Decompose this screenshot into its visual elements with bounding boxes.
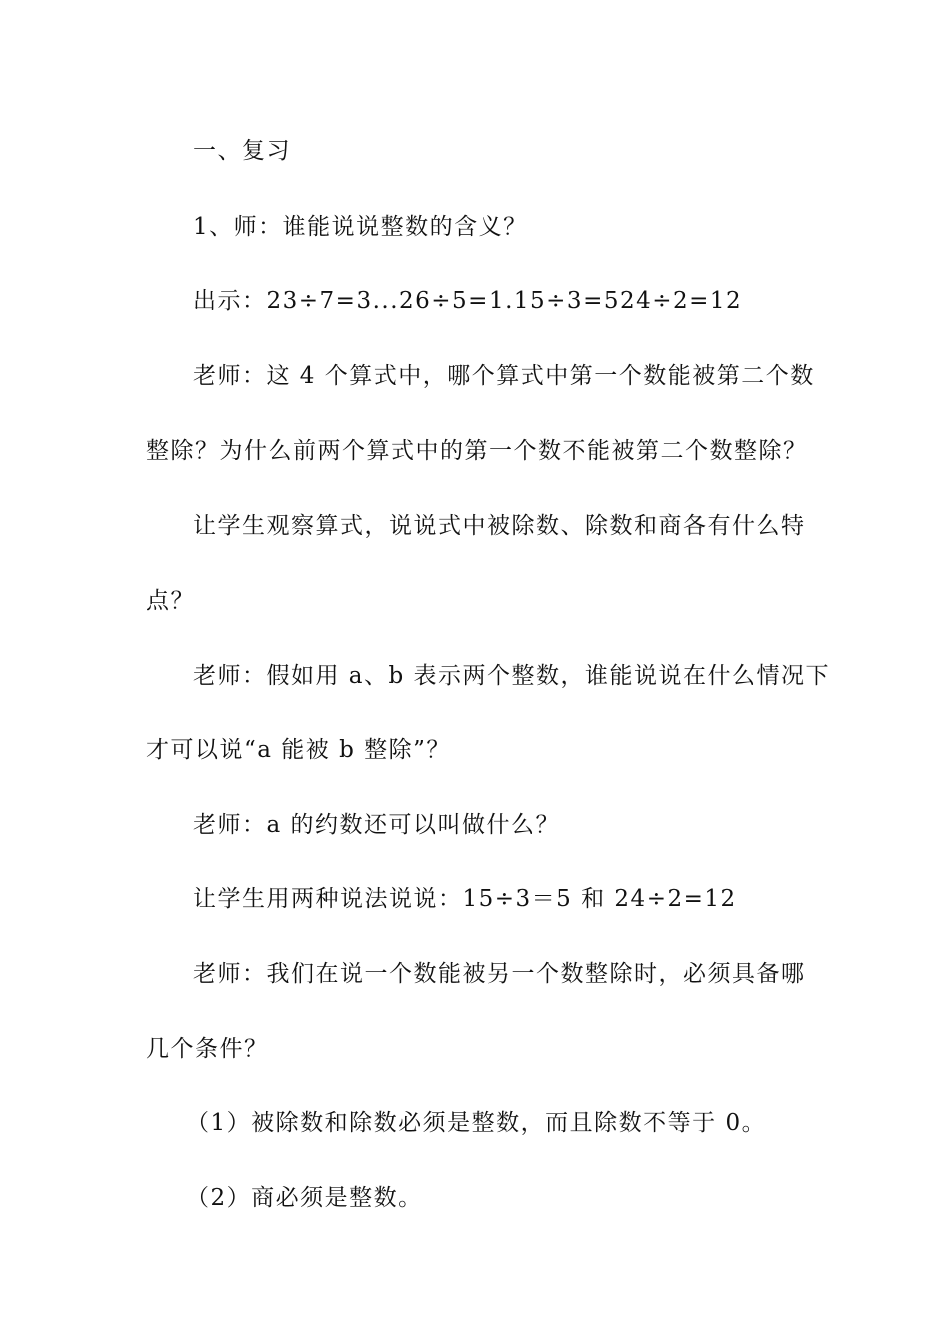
two-ways-prompt: 让学生用两种说法说说：15÷3＝5 和 24÷2=12 — [193, 886, 737, 912]
condition-2: （2）商必须是整数。 — [186, 1185, 423, 1211]
condition-1: （1）被除数和除数必须是整数，而且除数不等于 0。 — [186, 1110, 767, 1136]
display-equations: 出示：23÷7=3...26÷5=1.15÷3=524÷2=12 — [193, 288, 743, 314]
teacher-question-4-line-1: 老师：我们在说一个数能被另一个数整除时，必须具备哪 — [193, 961, 806, 987]
teacher-question-2-line-2: 才可以说“a 能被 b 整除”？ — [146, 737, 451, 763]
section-heading: 一、复习 — [193, 138, 291, 164]
question-1: 1、师：谁能说说整数的含义？ — [193, 214, 528, 240]
teacher-question-4-line-2: 几个条件？ — [146, 1036, 269, 1062]
teacher-question-1-line-1: 老师：这 4 个算式中，哪个算式中第一个数能被第二个数 — [193, 363, 815, 389]
observe-prompt-line-2: 点？ — [146, 588, 195, 614]
teacher-question-1-line-2: 整除？为什么前两个算式中的第一个数不能被第二个数整除？ — [146, 438, 808, 464]
teacher-question-2-line-1: 老师：假如用 a、b 表示两个整数，谁能说说在什么情况下 — [193, 663, 831, 689]
teacher-question-3: 老师：a 的约数还可以叫做什么？ — [193, 812, 561, 838]
observe-prompt-line-1: 让学生观察算式，说说式中被除数、除数和商各有什么特 — [193, 513, 806, 539]
